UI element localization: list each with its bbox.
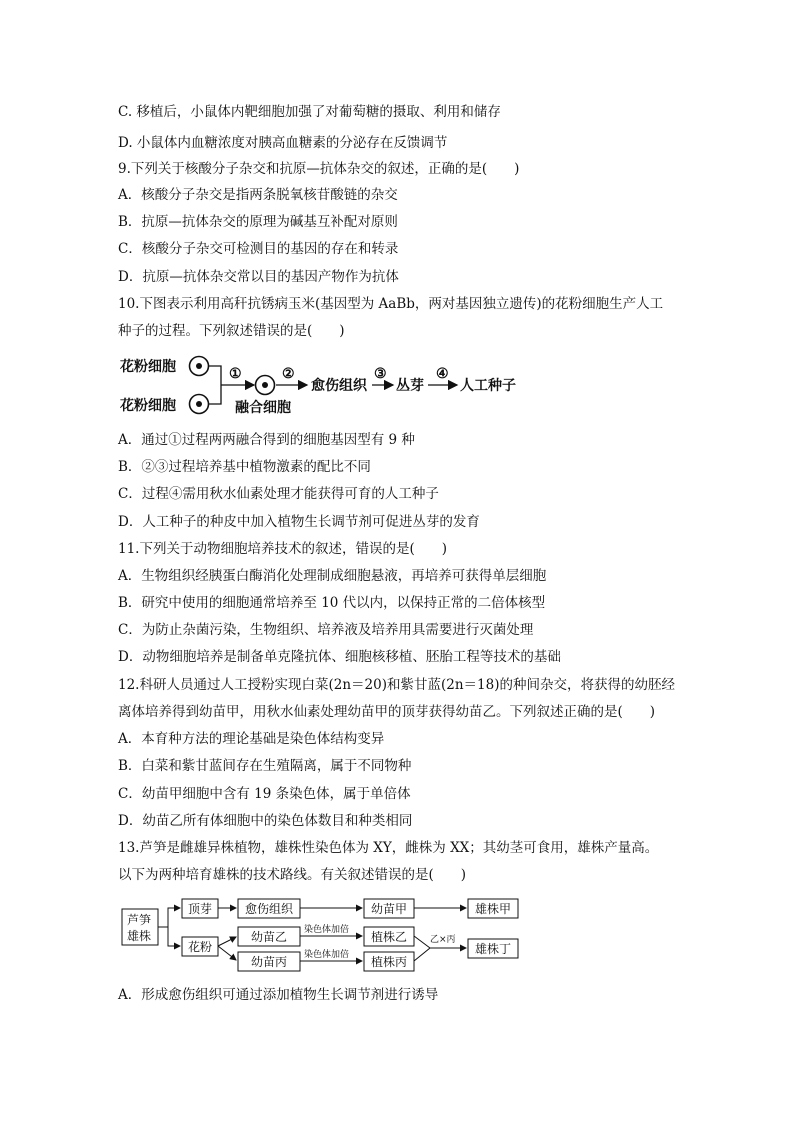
q13-stem-line1: 13.芦笋是雌雄异株植物，雄株性染色体为 XY，雌株为 XX；其幼茎可食用，雄株产量高。 [118, 840, 659, 856]
q10-merge-bracket [209, 366, 221, 404]
q10-pollen-bottom-cell-icon [190, 395, 209, 414]
q13-pollen-label: 花粉 [188, 940, 213, 954]
q10-pollen-top-cell-icon [190, 357, 209, 376]
q13-chromosome-doubling-label-2: 染色体加倍 [304, 950, 350, 960]
q13-arrow-to-pollen [168, 927, 180, 946]
q12-stem-line1: 12.科研人员通过人工授粉实现白菜(2n＝20)和紫甘蓝(2n＝18)的种间杂交，将获得的幼胚经 [118, 677, 675, 693]
q13-arrow-to-seedling-yi [218, 937, 236, 946]
q11-option-d: D．动物细胞培养是制备单克隆抗体、细胞核移植、胚胎工程等技术的基础 [118, 649, 561, 665]
q10-fused-cell-label: 融合细胞 [235, 400, 291, 416]
q10-artificial-seed-label: 人工种子 [460, 378, 516, 394]
q13-flow-diagram [118, 894, 530, 978]
q10-flow-diagram [118, 348, 538, 420]
q13-bud-label: 顶芽 [188, 902, 213, 916]
q10-step-4: ④ [436, 366, 449, 382]
q9-option-d: D．抗原—抗体杂交常以目的基因产物作为抗体 [118, 269, 399, 285]
q11-option-b: B．研究中使用的细胞通常培养至 10 代以内，以保持正常的二倍体核型 [118, 595, 546, 611]
q13-start-label-1: 芦笋 [127, 913, 152, 927]
q12-stem-line2: 离体培养得到幼苗甲，用秋水仙素处理幼苗甲的顶芽获得幼苗乙。下列叙述正确的是( ) [118, 704, 656, 720]
q10-callus-label: 愈伤组织 [311, 378, 367, 394]
q10-pollen-top-label: 花粉细胞 [120, 359, 176, 375]
q13-stem-line2: 以下为两种培育雄株的技术路线。有关叙述错误的是( ) [118, 867, 467, 883]
q9-option-b: B．抗原—抗体杂交的原理为碱基互补配对原则 [118, 214, 398, 230]
q10-stem-line1: 10.下图表示利用高秆抗锈病玉米(基因型为 AaBb，两对基因独立遗传)的花粉细胞生产人工 [118, 296, 664, 312]
q10-stem-line2: 种子的过程。下列叙述错误的是( ) [118, 323, 345, 339]
q13-male-ding-label: 雄株丁 [475, 942, 512, 956]
q13-cross-label: 乙×丙 [430, 935, 456, 945]
q13-callus-label: 愈伤组织 [245, 902, 294, 916]
q13-plant-yi-label: 植株乙 [371, 930, 408, 944]
q13-plant-bing-label: 植株丙 [371, 955, 408, 969]
q13-seedling-yi-label: 幼苗乙 [251, 930, 288, 944]
q13-male-jia-label: 雄株甲 [475, 902, 512, 916]
q12-option-a: A．本育种方法的理论基础是染色体结构变异 [118, 731, 385, 747]
q10-step-3: ③ [374, 366, 387, 382]
q8-option-c: C. 移植后，小鼠体内靶细胞加强了对葡萄糖的摄取、利用和储存 [118, 104, 501, 120]
q13-cross-bracket [414, 936, 430, 961]
q13-arrow-to-seedling-bing [218, 946, 236, 960]
q12-option-b: B．白菜和紫甘蓝间存在生殖隔离，属于不同物种 [118, 758, 412, 774]
q13-option-a: A．形成愈伤组织可通过添加植物生长调节剂进行诱导 [118, 987, 439, 1003]
q11-option-a: A．生物组织经胰蛋白酶消化处理制成细胞悬液，再培养可获得单层细胞 [118, 568, 547, 584]
q10-bud-label: 丛芽 [396, 378, 424, 394]
q12-option-c: C．幼苗甲细胞中含有 19 条染色体，属于单倍体 [118, 786, 411, 802]
q10-option-d: D．人工种子的种皮中加入植物生长调节剂可促进丛芽的发育 [118, 514, 480, 530]
q12-option-d: D．幼苗乙所有体细胞中的染色体数目和种类相同 [118, 813, 413, 829]
q10-fused-cell-icon [256, 376, 275, 395]
q13-seedling-bing-label: 幼苗丙 [251, 955, 288, 969]
q9-option-c: C．核酸分子杂交可检测目的基因的存在和转录 [118, 241, 399, 257]
q13-seedling-jia-label: 幼苗甲 [371, 902, 408, 916]
q10-step-2: ② [282, 366, 295, 382]
q11-stem: 11.下列关于动物细胞培养技术的叙述，错误的是( ) [118, 541, 448, 557]
q10-step-1: ① [229, 366, 242, 382]
q13-chromosome-doubling-label-1: 染色体加倍 [304, 925, 350, 935]
q10-option-c: C．过程④需用秋水仙素处理才能获得可育的人工种子 [118, 486, 439, 502]
q13-arrow-to-bud [158, 908, 180, 927]
q9-option-a: A．核酸分子杂交是指两条脱氧核苷酸链的杂交 [118, 187, 398, 203]
q10-option-b: B．②③过程培养基中植物激素的配比不同 [118, 459, 371, 475]
q10-pollen-bottom-label: 花粉细胞 [120, 398, 176, 414]
q9-stem: 9.下列关于核酸分子杂交和抗原—抗体杂交的叙述，正确的是( ) [118, 161, 520, 177]
q11-option-c: C．为防止杂菌污染，生物组织、培养液及培养用具需要进行灭菌处理 [118, 622, 534, 638]
q10-option-a: A．通过①过程两两融合得到的细胞基因型有 9 种 [118, 432, 415, 448]
q13-start-label-2: 雄株 [127, 929, 152, 943]
q8-option-d: D. 小鼠体内血糖浓度对胰高血糖素的分泌存在反馈调节 [118, 135, 448, 151]
